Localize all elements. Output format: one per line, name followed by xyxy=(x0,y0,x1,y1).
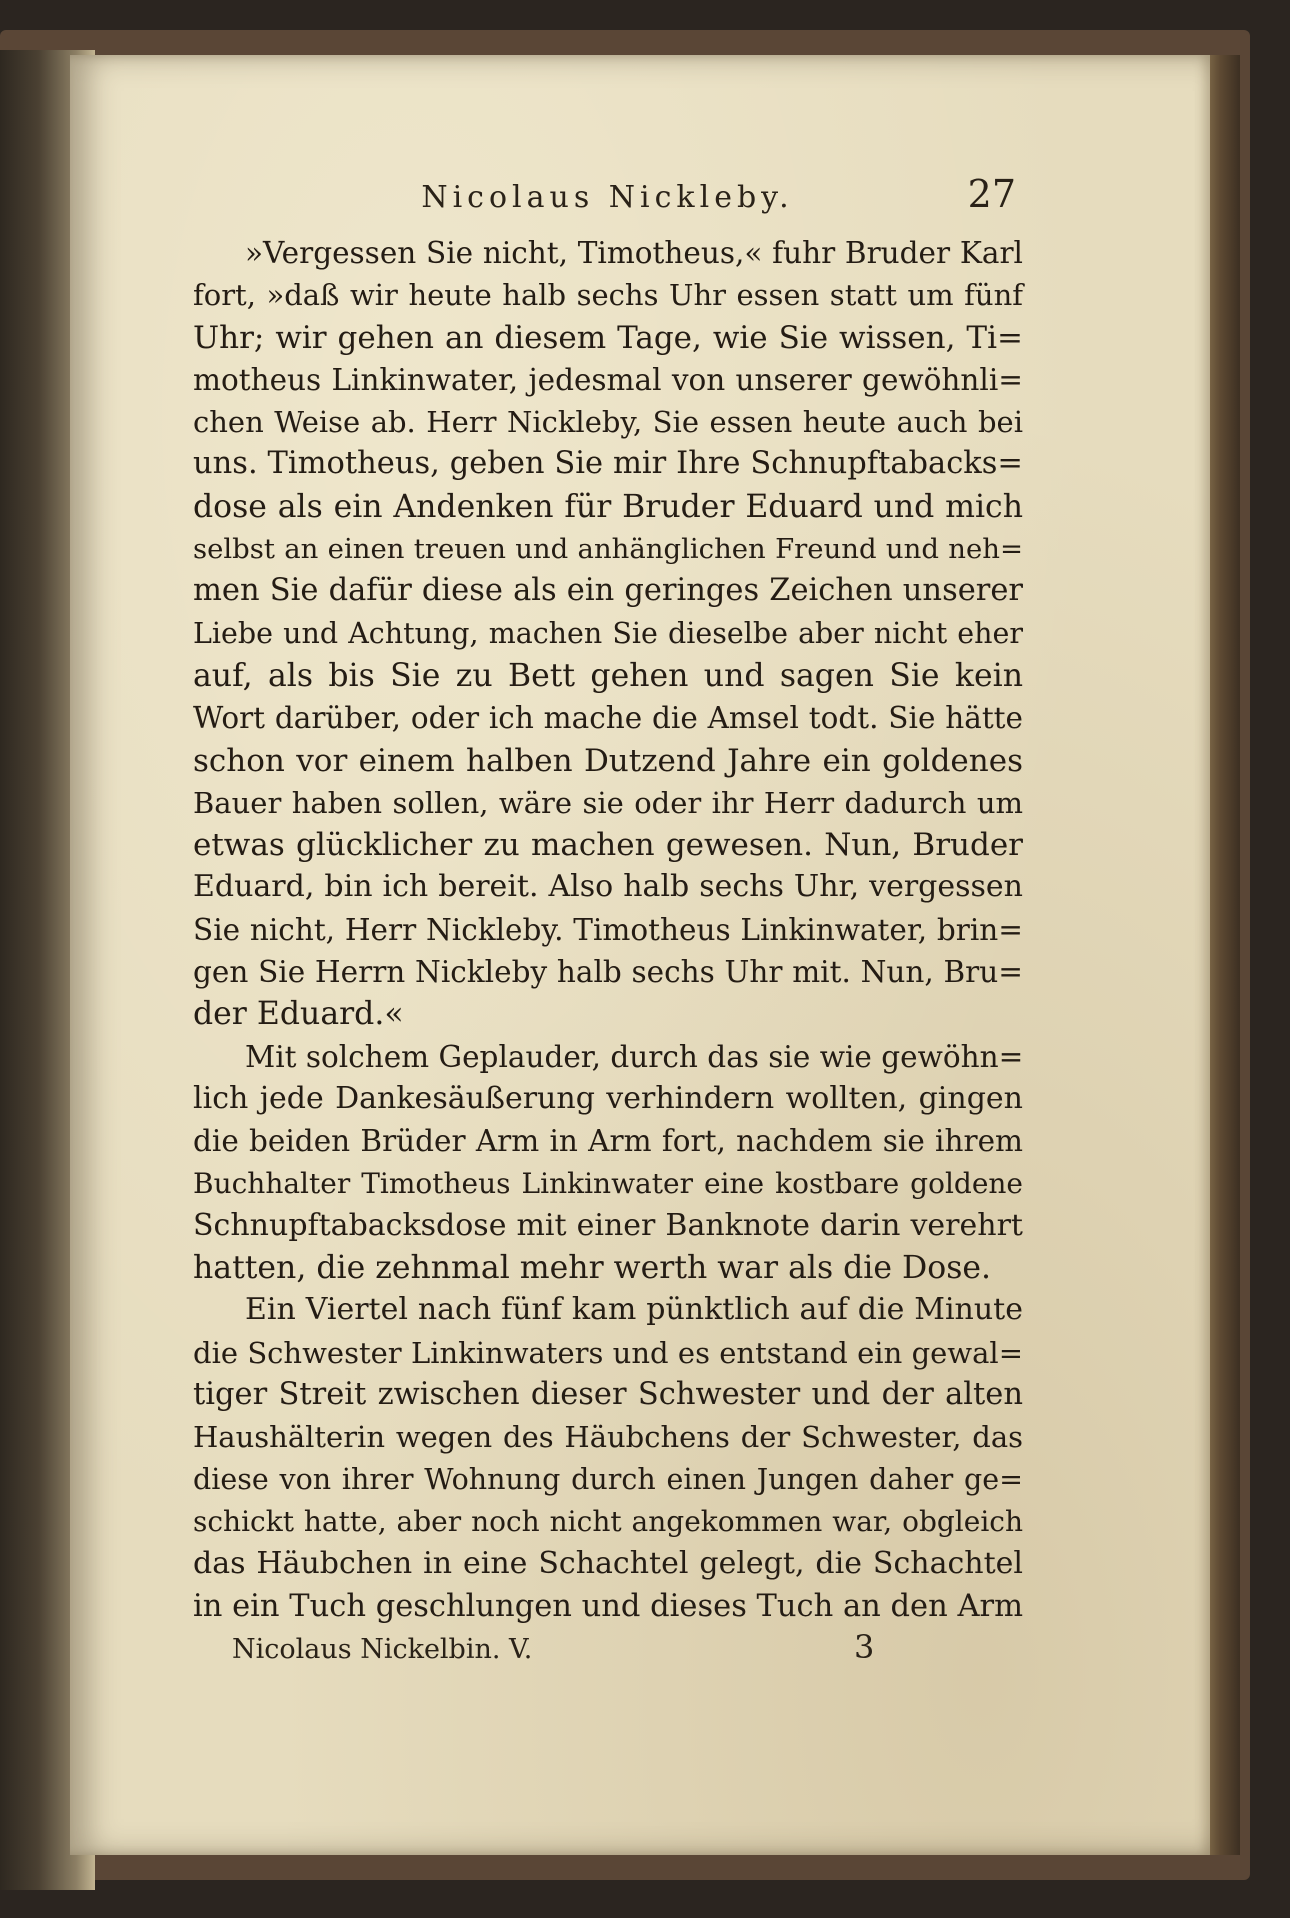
text-line: uns. Timotheus, geben Sie mir Ihre Schnupftabacks= xyxy=(193,446,1023,482)
text-line: der Eduard.« xyxy=(193,996,404,1033)
text-line: motheus Linkinwater, jedesmal von unserer gewöhnli= xyxy=(193,362,1023,397)
text-line: Uhr; wir gehen an diesem Tage, wie Sie wissen, Ti= xyxy=(193,319,1023,356)
page-header xyxy=(195,172,1020,222)
text-line: Buchhalter Timotheus Linkinwater eine kostbare goldene xyxy=(193,1166,1023,1200)
text-line: auf, als bis Sie zu Bett gehen und sagen Sie kein xyxy=(193,657,1023,694)
text-line: selbst an einen treuen und anhänglichen Freund und neh= xyxy=(193,533,1023,566)
text-line: das Häubchen in eine Schachtel gelegt, die Schachtel xyxy=(193,1546,1023,1582)
text-line: die Schwester Linkinwaters und es entstand ein gewal= xyxy=(193,1335,1023,1370)
text-line: schickt hatte, aber noch nicht angekommen war, obgleich xyxy=(193,1504,1023,1538)
text-line: men Sie dafür diese als ein geringes Zeichen unserer xyxy=(193,573,1023,609)
text-line: lich jede Dankesäußerung verhindern wollten, gingen xyxy=(193,1080,1023,1116)
page-footer xyxy=(232,1628,875,1672)
text-line: hatten, die zehnmal mehr werth war als die Dose. xyxy=(193,1250,992,1287)
text-line: schon vor einem halben Dutzend Jahre ein goldenes xyxy=(193,742,1023,779)
signature-number: 3 xyxy=(854,1628,875,1666)
text-line: Mit solchem Geplauder, durch das sie wie gewöhn= xyxy=(245,1039,1024,1074)
text-line: Eduard, bin ich bereit. Also halb sechs Uhr, vergessen xyxy=(193,869,1023,905)
running-title: Nicolaus Nickleby. xyxy=(421,180,794,215)
text-line: etwas glücklicher zu machen gewesen. Nun, Bruder xyxy=(193,827,1023,864)
page-number: 27 xyxy=(967,172,1016,216)
text-line: die beiden Brüder Arm in Arm fort, nachdem sie ihrem xyxy=(193,1124,1023,1159)
printer-signature: Nicolaus Nickelbin. V. xyxy=(232,1634,533,1665)
text-line: Sie nicht, Herr Nickleby. Timotheus Linkinwater, brin= xyxy=(193,912,1023,947)
text-line: Liebe und Achtung, machen Sie dieselbe aber nicht eher xyxy=(193,616,1023,650)
text-line: dose als ein Andenken für Bruder Eduard und mich xyxy=(193,488,1023,525)
text-line: chen Weise ab. Herr Nickleby, Sie essen heute auch bei xyxy=(193,405,1023,440)
body-text xyxy=(193,232,1023,1628)
text-line: Schnupftabacksdose mit einer Banknote darin verehrt xyxy=(193,1207,1023,1243)
text-line: in ein Tuch geschlungen und dieses Tuch an den Arm xyxy=(193,1588,1023,1624)
text-line: gen Sie Herrn Nickleby halb sechs Uhr mit. Nun, Bru= xyxy=(193,955,1023,990)
text-line: Ein Viertel nach fünf kam pünktlich auf die Minute xyxy=(245,1292,1023,1328)
text-line: fort, »daß wir heute halb sechs Uhr essen statt um fünf xyxy=(193,278,1023,313)
text-line: diese von ihrer Wohnung durch einen Jungen daher ge= xyxy=(193,1462,1023,1496)
text-line: »Vergessen Sie nicht, Timotheus,« fuhr Bruder Karl xyxy=(245,236,1023,270)
text-line: tiger Streit zwischen dieser Schwester und der alten xyxy=(193,1377,1023,1413)
text-line: Wort darüber, oder ich mache die Amsel todt. Sie hätte xyxy=(193,701,1023,736)
text-line: Haushälterin wegen des Häubchens der Schwester, das xyxy=(193,1420,1023,1455)
text-line: Bauer haben sollen, wäre sie oder ihr Herr dadurch um xyxy=(193,785,1023,820)
